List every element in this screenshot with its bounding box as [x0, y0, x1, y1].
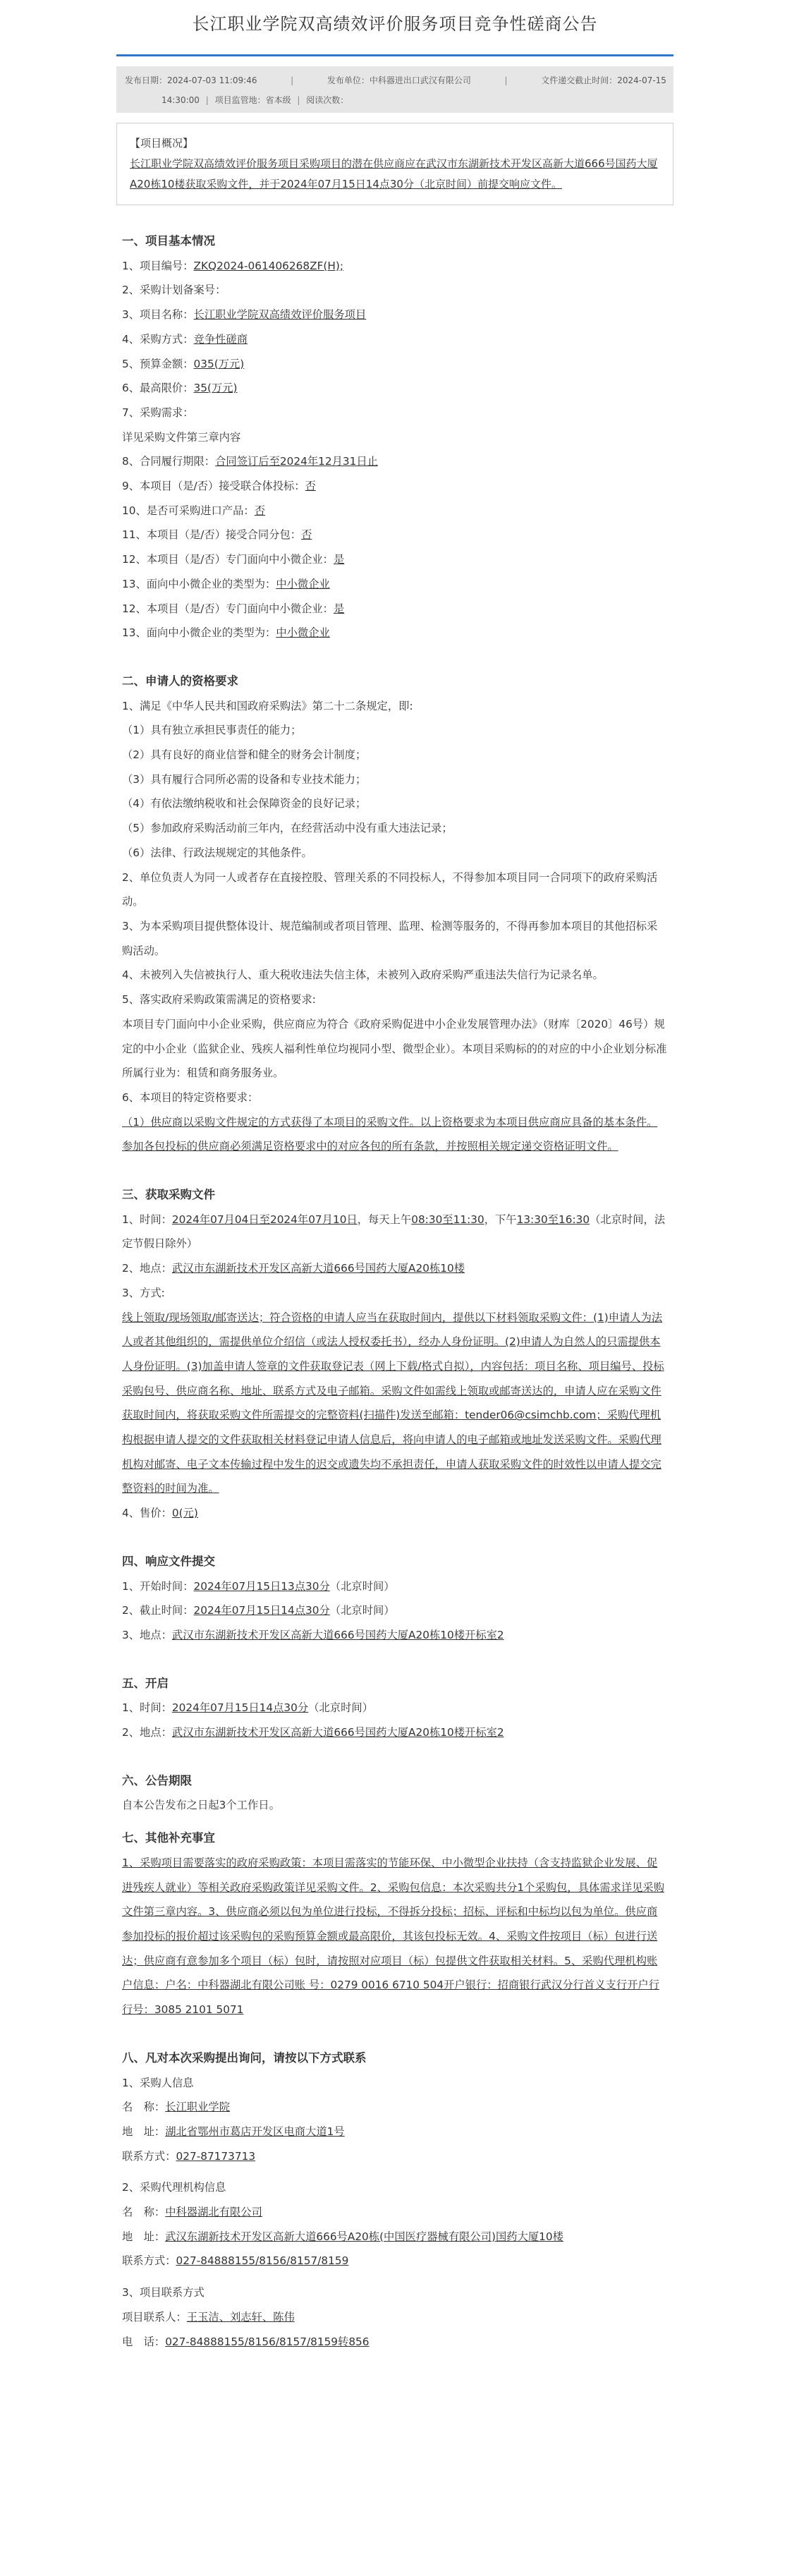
title-divider	[116, 54, 673, 56]
read-count: 阅读次数：	[306, 95, 349, 105]
basic-info-list	[122, 254, 668, 645]
basic-info-item: 5、预算金额：035(万元)	[122, 357, 245, 370]
section-opening-heading: 五、开启	[122, 1676, 169, 1690]
overview-body: 长江职业学院双高绩效评价服务项目采购项目的潜在供应商应在武汉市东湖新技术开发区高新大道666号国药大厦A20栋10楼获取采购文件，并于2024年07月15日14点30分（北京时间）前提交响应文件。	[130, 157, 658, 190]
announcement-content	[116, 205, 673, 2354]
basic-info-item: 6、最高限价：35(万元)	[122, 382, 238, 395]
section-qualification-heading: 二、申请人的资格要求	[122, 674, 238, 688]
publish-date: 发布日期：2024-07-03 11:09:46	[125, 75, 257, 85]
basic-info-item: 7、采购需求：	[122, 406, 194, 419]
submission-text: 1、开始时间：2024年07月15日13点30分（北京时间） 2、截止时间：2024年07月15日14点30分（北京时间） 3、地点：武汉市东湖新技术开发区高新大道666号国药大厦A20栋10楼开标室2	[122, 1579, 504, 1641]
basic-info-item: 13、面向中小微企业的类型为：中小微企业	[122, 577, 330, 590]
announcement-page	[116, 0, 673, 2354]
submit-deadline: 文件递交截止时间：2024-07-15	[541, 75, 666, 85]
overview-heading: 【项目概况】	[130, 137, 194, 150]
agency-name: 中科器湖北有限公司	[165, 2206, 262, 2219]
basic-info-item: 12、本项目（是/否）专门面向中小微企业：是	[122, 553, 345, 566]
section-notice-period-heading: 六、公告期限	[122, 1773, 192, 1787]
basic-info-item: 11、本项目（是/否）接受合同分包：否	[122, 528, 312, 542]
supervisor-location: 项目监管地：省本级	[214, 95, 291, 105]
supplement-text: 1、采购项目需要落实的政府采购政策：本项目需落实的节能环保、中小微型企业扶持（含支持监狱企业发展、促进残疾人就业）等相关政府采购政策详见采购文件。2、采购包信息：本次采购共分1个采购包，具体需求详见采购文件第三章内容。3、供应商必须以包为单位进行投标，不得拆分投标；招标、评标和中标均以包为单位。供应商参加投标的报价超过该采购包的采购预算金额或最高限价，其该包投标无效。4、采购文件按项目（标）包进行送达；供应商有意参加多个项目（标）包时，请按照对应项目（标）包提供文件获取相关材料。5、采购代理机构账户信息：户名：中科器湖北有限公司账 号：0279 0016 6710 504开户银行：招商银行武汉分行首义支行开户行行号：3085 2101 5071	[122, 1856, 665, 2017]
basic-info-item: 详见采购文件第三章内容	[122, 430, 241, 444]
publish-unit: 发布单位：中科器进出口武汉有限公司	[327, 75, 471, 85]
project-overview-box	[116, 123, 673, 205]
basic-info-item: 12、本项目（是/否）专门面向中小微企业：是	[122, 602, 345, 615]
basic-info-item: 10、是否可采购进口产品：否	[122, 504, 266, 517]
page-title: 长江职业学院双高绩效评价服务项目竞争性磋商公告	[192, 14, 598, 34]
basic-info-item: 1、项目编号：ZKQ2024-061406268ZF(H);	[122, 259, 343, 272]
purchaser-name: 长江职业学院	[165, 2101, 230, 2114]
qualification-text: 1、满足《中华人民共和国政府采购法》第二十二条规定，即: （1）具有独立承担民事责任的能力； （2）具有良好的商业信誉和健全的财务会计制度； （3）具有履行合同所必需的设备和专业技术能力； （4）有依法缴纳税收和社会保障资金的良好记录； （5）参加政府采购活动前三年内，在经营活动中没有重大违法记录； （6）法律、行政法规规定的其他条件。 2、单位负责人为同一人或者存在直接控股、管理关系的不同投标人，不得参加本项目同一合同项下的政府采购活动。 3、为本采购项目提供整体设计、规范编制或者项目管理、监理、检测等服务的，不得再参加本项目的其他招标采购活动。 4、未被列入失信被执行人、重大税收违法失信主体，未被列入政府采购严重违法失信行为记录名单。 5、落实政府采购政策需满足的资格要求: 本项目专门面向中小企业采购，供应商应为符合《政府采购促进中小企业发展管理办法》（财库〔2020〕46号）规定的中小企业（监狱企业、残疾人福利性单位均视同小型、微型企业）。本项目采购标的的对应的中小企业划分标准所属行业为：租赁和商务服务业。 6、本项目的特定资格要求： （1）供应商以采购文件规定的方式获得了本项目的采购文件。以上资格要求为本项目供应商应具备的基本条件。参加各包投标的供应商必须满足资格要求中的对应各包的所有条款，并按照相关规定递交资格证明文件。	[122, 699, 667, 1153]
section-basic-info-heading: 一、项目基本情况	[122, 234, 215, 248]
section-obtain-docs-heading: 三、获取采购文件	[122, 1188, 215, 1202]
basic-info-item: 2、采购计划备案号：	[122, 284, 226, 297]
section-submission-heading: 四、响应文件提交	[122, 1554, 215, 1568]
basic-info-item: 13、面向中小微企业的类型为：中小微企业	[122, 626, 330, 640]
obtain-docs-text: 1、时间：2024年07月04日至2024年07月10日，每天上午08:30至11:30，下午13:30至16:30（北京时间，法定节假日除外） 2、地点：武汉市东湖新技术开发区高新大道666号国药大厦A20栋10楼 3、方式: 线上领取/现场领取/邮寄送达；符合资格的申请人应当在获取时间内，提供以下材料领取采购文件：(1)申请人为法人或者其他组织的，需提供单位介绍信（或法人授权委托书），经办人身份证明。(2)申请人为自然人的只需提供本人身份证明。(3)加盖申请人签章的文件获取登记表（网上下载/格式自拟），内容包括：项目名称、项目编号、投标采购包号、供应商名称、地址、联系方式及电子邮箱。采购文件如需线上领取或邮寄送达的，申请人应在采购文件获取时间内，将获取采购文件所需提交的完整资料(扫描件)发送至邮箱：tender06@csimchb.com；采购代理机构根据申请人提交的文件获取相关材料登记申请人信息后，将向申请人的电子邮箱或地址发送采购文件。采购代理机构对邮寄、电子文本传输过程中发生的迟交或遗失均不承担责任，申请人获取采购文件的时效性以申请人提交完整资料的时间为准。 4、售价：0(元)	[122, 1213, 666, 1520]
section-contact-heading: 八、凡对本次采购提出询问，请按以下方式联系	[122, 2051, 367, 2065]
basic-info-item: 3、项目名称：长江职业学院双高绩效评价服务项目	[122, 308, 367, 322]
contact-text: 1、采购人信息 名 称：长江职业学院 地 址：湖北省鄂州市葛店开发区电商大道1号 联系方式：027-87173713 2、采购代理机构信息 名 称：中科器湖北有限公司 地 址：武汉东湖新技术开发区高新大道666号A20栋(中国医疗器械有限公司)国药大厦10楼 联系方式：027-84888155/8156/8157/8159 3、项目联系方式 项目联系人：王玉洁、刘志轩、陈伟 电 话：027-84888155/8156/8157/8159转856	[122, 2076, 563, 2348]
basic-info-item: 4、采购方式：竞争性磋商	[122, 332, 248, 346]
basic-info-item: 8、合同履行期限：合同签订后至2024年12月31日止	[122, 455, 378, 468]
meta-bar: 发布日期：2024-07-03 11:09:46 | 发布单位：中科器进出口武汉有限公司 | 文件递交截止时间：2024-07-15 14:30:00 | 项目监管地：省本级 | 阅读次数：	[116, 66, 673, 113]
submit-deadline-time: 14:30:00	[161, 95, 200, 105]
section-supplement-heading: 七、其他补充事宜	[122, 1831, 215, 1845]
opening-text: 1、时间：2024年07月15日14点30分（北京时间） 2、地点：武汉市东湖新技术开发区高新大道666号国药大厦A20栋10楼开标室2	[122, 1701, 504, 1739]
basic-info-item: 9、本项目（是/否）接受联合体投标：否	[122, 480, 316, 493]
notice-period-text: 自本公告发布之日起3个工作日。	[122, 1799, 280, 1812]
